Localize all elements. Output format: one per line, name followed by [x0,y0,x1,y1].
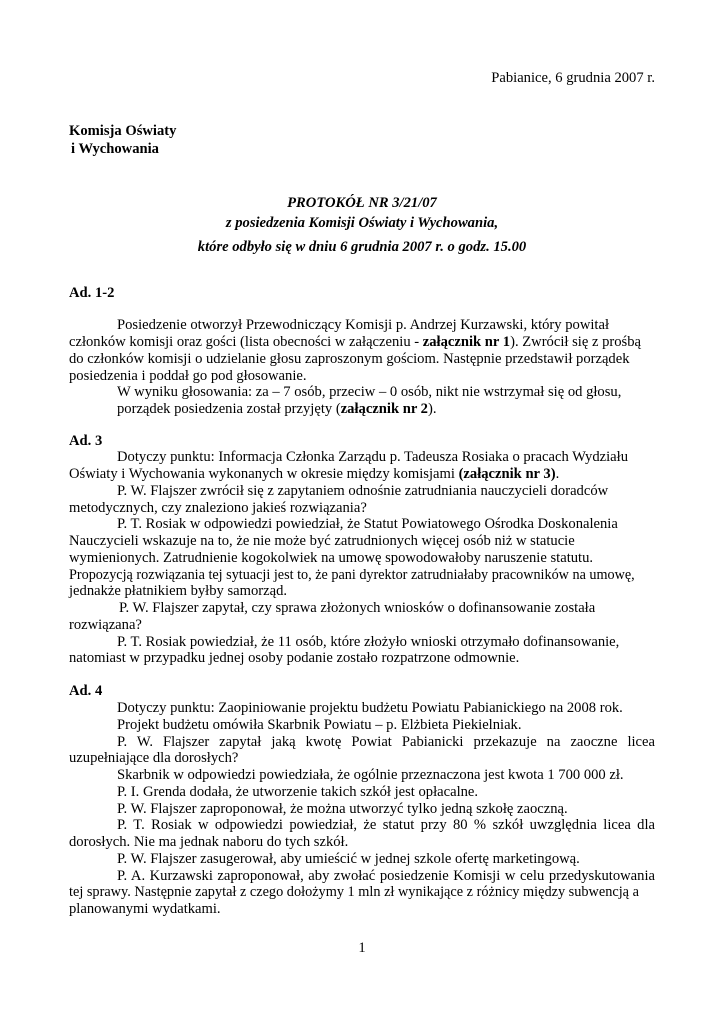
committee-name-line1: Komisja Oświaty [69,123,177,139]
paragraph-line: natomiast w przypadku jednej osoby podanie zostało rozpatrzone odmownie. [69,650,520,666]
page-number: 1 [358,940,366,956]
paragraph-line: P. W. Flajszer zaproponował, że można utworzyć tylko jedną szkołę zaoczną. [117,801,568,817]
paragraph-line: posiedzenia i poddał go pod głosowanie. [69,368,307,384]
vote-result-line: W wyniku głosowania: za – 7 osób, przeciw – 0 osób, nikt nie wstrzymał się od głosu, [117,384,622,400]
paragraph-line: P. W. Flajszer zwrócił się z zapytaniem odnośnie zatrudniania nauczycieli doradców [117,483,609,499]
protocol-subtitle: z posiedzenia Komisji Oświaty i Wychowania, [225,215,499,231]
paragraph-line: do członków komisji o udzielanie głosu zaproszonym gościom. Następnie przedstawił porządek [69,351,630,367]
paragraph-line: planowanymi wydatkami. [69,901,221,917]
paragraph-line: członków komisji oraz gości (lista obecności w załączeniu - załącznik nr 1). Zwrócił się z prośbą [69,334,641,350]
paragraph-line: Posiedzenie otworzył Przewodniczący Komisji p. Andrzej Kurzawski, który powitał [117,317,610,333]
section-heading-ad4: Ad. 4 [69,683,103,699]
justified-line: P. W. Flajszer zapytał jaką kwotę Powiat Pabianicki przekazuje na zaoczne licea [117,734,655,750]
justified-line: P. T. Rosiak w odpowiedzi powiedział, że statut przy 80 % szkół uwzględnia licea dla [117,817,655,833]
attachment-reference: załącznik nr 1 [422,334,511,350]
paragraph-line: porządek posiedzenia został przyjęty (załącznik nr 2). [117,401,437,417]
paragraph-line: uzupełniające dla dorosłych? [69,750,239,766]
paragraph-line: dorosłych. Nie ma jednak naboru do tych szkół. [69,834,349,850]
paragraph-line: Dotyczy punktu: Informacja Członka Zarządu p. Tadeusza Rosiaka o pracach Wydziału [117,449,628,465]
paragraph-line: wymienionych. Zatrudnienie kogokolwiek na umowę spowodowałoby naruszenie statutu. [69,550,594,566]
section-heading-ad12: Ad. 1-2 [69,285,115,301]
paragraph-line: P. T. Rosiak w odpowiedzi powiedział, że Statut Powiatowego Ośrodka Doskonalenia [117,516,618,532]
committee-name-line2: i Wychowania [71,141,159,157]
paragraph-line: P. W. Flajszer zapytał, czy sprawa złożonych wniosków o dofinansowanie została [119,600,596,616]
paragraph-line: jednakże płatnikiem byłby samorząd. [69,583,288,599]
paragraph-line: Projekt budżetu omówiła Skarbnik Powiatu – p. Elżbieta Piekielniak. [117,717,522,733]
attachment-reference: załącznik nr 2 [340,401,428,417]
place-date: Pabianice, 6 grudnia 2007 r. [491,70,655,86]
justified-line: P. A. Kurzawski zaproponował, aby zwołać posiedzenie Komisji w celu przedyskutowania [117,868,655,884]
paragraph-line: rozwiązana? [69,617,142,633]
paragraph-line: Dotyczy punktu: Zaopiniowanie projektu budżetu Powiatu Pabianickiego na 2008 rok. [117,700,623,716]
paragraph-line: P. T. Rosiak powiedział, że 11 osób, które złożyło wnioski otrzymało dofinansowanie, [117,634,620,650]
attachment-reference: (załącznik nr 3) [458,466,556,482]
paragraph-line: Skarbnik w odpowiedzi powiedziała, że ogólnie przeznaczona jest kwota 1 700 000 zł. [117,767,624,783]
paragraph-line: tej sprawy. Następnie zapytał z czego dołożymy 1 mln zł wynikające z różnicy między subwencją a [69,884,639,900]
paragraph-line: metodycznych, czy znaleziono jakieś rozwiązania? [69,500,367,516]
protocol-meeting-date: które odbyło się w dniu 6 grudnia 2007 r. o godz. 15.00 [197,239,527,255]
paragraph-line: Nauczycieli wskazuje na to, że nie może być zatrudnionych więcej osób niż w statucie [69,533,575,549]
paragraph-line: P. I. Grenda dodała, że utworzenie takich szkół jest opłacalne. [117,784,479,800]
paragraph-line: P. W. Flajszer zasugerował, aby umieścić w jednej szkole ofertę marketingową. [117,851,580,867]
protocol-title: PROTOKÓŁ NR 3/21/07 [287,195,437,211]
paragraph-line: Oświaty i Wychowania wykonanych w okresie między komisjami (załącznik nr 3). [69,466,560,482]
section-heading-ad3: Ad. 3 [69,433,103,449]
paragraph-line: Propozycją rozwiązania tej sytuacji jest to, że pani dyrektor zatrudniałaby pracowników na umowę, [69,567,635,583]
